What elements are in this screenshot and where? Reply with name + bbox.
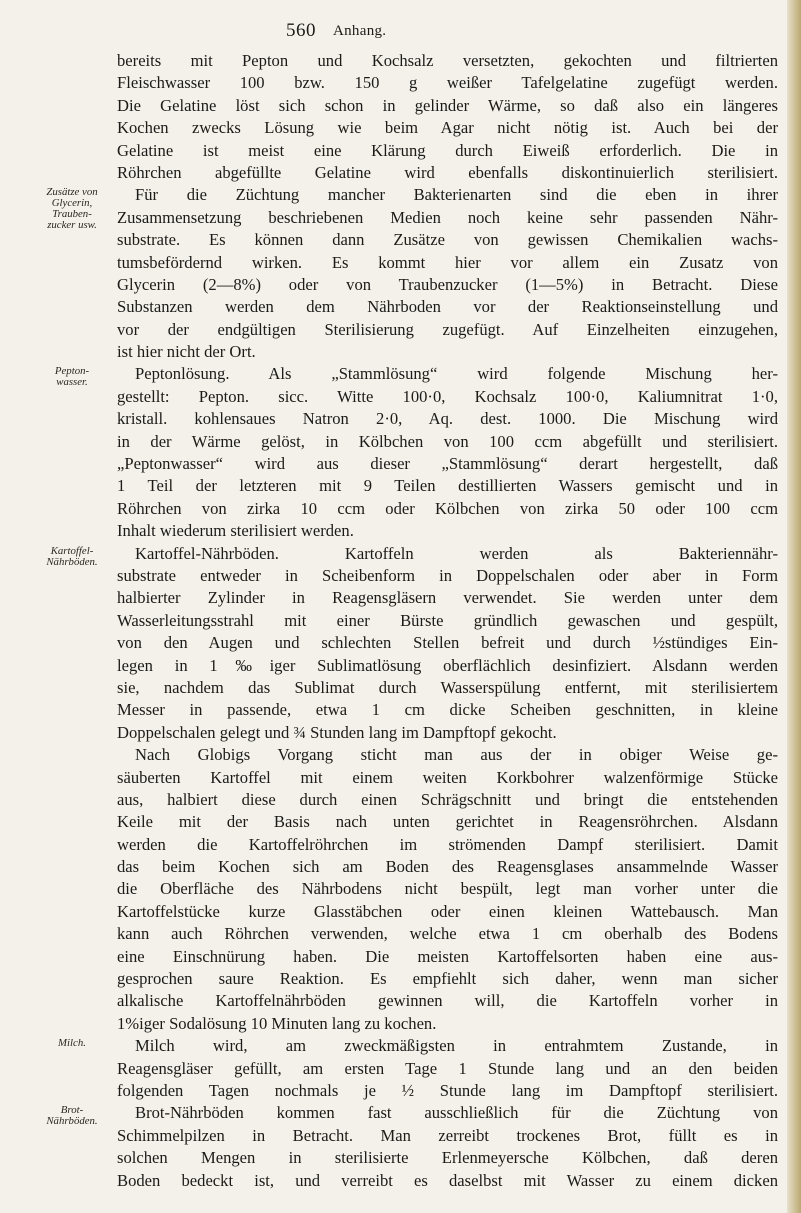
page-number: 560 <box>286 20 316 41</box>
text-line: von den Augen und schlechten Stellen befreit und durch ½stündiges Ein- <box>117 633 778 653</box>
text-line: säuberten Kartoffel mit einem weiten Korkbohrer walzenförmige Stücke <box>117 767 778 787</box>
text-line: Inhalt wiederum sterilisiert werden. <box>117 521 354 541</box>
text-line: tumsbefördernd wirken. Es kommt hier vor allem ein Zusatz von <box>117 252 778 272</box>
text-line: Die Gelatine löst sich schon in gelinder Wärme, so daß also ein längeres <box>117 95 778 115</box>
margin-note-milch: Milch. <box>58 1037 86 1050</box>
text-line: bereits mit Pepton und Kochsalz versetzten, gekochten und filtrierten <box>117 51 778 70</box>
text-line: Kartoffelstücke kurze Glasstäbchen oder einen kleinen Wattebausch. Man <box>117 901 778 921</box>
text-line: gestellt: Pepton. sicc. Witte 100·0, Kochsalz 100·0, Kaliumnitrat 1·0, <box>117 386 778 406</box>
text-line: aus, halbiert diese durch einen Schrägschnitt und bringt die entstehenden <box>117 789 778 809</box>
text-line: Röhrchen von zirka 10 ccm oder Kölbchen von zirka 50 oder 100 ccm <box>117 498 778 518</box>
text-line: Glycerin (2—8%) oder von Traubenzucker (1—5%) in Betracht. Diese <box>117 274 778 294</box>
text-line: sie, nachdem das Sublimat durch Wasserspülung entfernt, mit sterilisiertem <box>117 677 778 697</box>
text-line: ist hier nicht der Ort. <box>117 342 256 362</box>
section-heading-line: Kartoffel-Nährböden. Kartoffeln werden als Bakteriennähr- <box>135 543 778 563</box>
text-line: Kochen zwecks Lösung wie beim Agar nicht nötig ist. Auch bei der <box>117 118 778 138</box>
text-line: alkalische Kartoffelnährböden gewinnen will, die Kartoffeln vorher in <box>117 991 778 1011</box>
text-line: Reagensgläser gefüllt, am ersten Tage 1 Stunde lang und an den beiden <box>117 1058 778 1078</box>
text-line: Schimmelpilzen in Betracht. Man zerreibt trockenes Brot, füllt es in <box>117 1125 778 1145</box>
text-line: Zusammensetzung beschriebenen Medien noch keine sehr passenden Nähr- <box>117 207 778 227</box>
text-line: eine Einschnürung haben. Die meisten Kartoffelsorten haben eine aus- <box>117 946 778 966</box>
text-line: 1%iger Sodalösung 10 Minuten lang zu kochen. <box>117 1013 437 1033</box>
text-line: substrate. Es können dann Zusätze von gewissen Chemikalien wachs- <box>117 230 778 250</box>
section-heading-line: Peptonlösung. Als „Stammlösung“ wird folgende Mischung her- <box>135 364 778 384</box>
text-line: folgenden Tagen nochmals je ½ Stunde lang im Dampftopf sterilisiert. <box>117 1080 778 1100</box>
text-body <box>0 50 801 1192</box>
text-line: Gelatine ist meist eine Klärung durch Eiweiß erforderlich. Die in <box>117 140 778 160</box>
text-line: Keile mit der Basis nach unten gerichtet in Reagensröhrchen. Alsdann <box>117 812 778 832</box>
text-line: legen in 1‰iger Sublimatlösung oberflächlich desinfiziert. Alsdann werden <box>117 655 778 675</box>
text-line: das beim Kochen sich am Boden des Reagensglases ansammelnde Wasser <box>117 857 778 877</box>
text-line: Nach Globigs Vorgang sticht man aus der in obiger Weise ge- <box>135 745 778 765</box>
text-line: Messer in passende, etwa 1 cm dicke Scheiben geschnitten, in kleine <box>117 700 778 720</box>
text-line: in der Wärme gelöst, in Kölbchen von 100 ccm abgefüllt und sterilisiert. <box>117 431 778 451</box>
text-line: Fleischwasser 100 bzw. 150 g weißer Tafelgelatine zugefügt werden. <box>117 73 778 93</box>
text-line: substrate entweder in Scheibenform in Doppelschalen oder aber in Form <box>117 565 778 585</box>
text-line: gesprochen saure Reaktion. Es empfiehlt sich daher, wenn man sicher <box>117 969 778 989</box>
margin-note-peptonwasser: Pepton- wasser. <box>54 365 90 389</box>
text-line: Doppelschalen gelegt und ¾ Stunden lang im Dampftopf gekocht. <box>117 722 557 742</box>
section-heading-line: Brot-Nährböden kommen fast ausschließlich für die Züchtung von <box>135 1103 778 1123</box>
text-line: kristall. kohlensaues Natron 2·0, Aq. dest. 1000. Die Mischung wird <box>117 409 778 429</box>
text-line: Boden bedeckt ist, und verreibt es daselbst mit Wasser zu einem dicken <box>117 1170 778 1190</box>
text-line: solchen Mengen in sterilisierte Erlenmeyersche Kölbchen, daß deren <box>117 1148 778 1168</box>
text-line: Röhrchen abgefüllte Gelatine wird ebenfalls diskontinuierlich sterilisiert. <box>117 162 778 182</box>
text-line: werden die Kartoffelröhrchen im strömenden Dampf sterilisiert. Damit <box>117 834 778 854</box>
text-line: vor der endgültigen Sterilisierung zugefügt. Auf Einzelheiten einzugehen, <box>117 319 778 339</box>
text-line: kann auch Röhrchen verwenden, welche etwa 1 cm oberhalb des Bodens <box>117 924 778 944</box>
text-line: Für die Züchtung mancher Bakterienarten sind die eben in ihrer <box>135 185 778 205</box>
text-line: die Oberfläche des Nährbodens nicht bespült, legt man vorher unter die <box>117 879 778 899</box>
page-header <box>0 20 801 44</box>
margin-note-zusaetze: Zusätze von Glycerin, Trauben- zucker usw. <box>46 186 98 232</box>
margin-note-brot: Brot- Nährböden. <box>46 1104 98 1128</box>
text-line: Wasserleitungsstrahl mit einer Bürste gründlich gewaschen und gespült, <box>117 610 778 630</box>
text-line: „Peptonwasser“ wird aus dieser „Stammlösung“ derart hergestellt, daß <box>117 454 778 474</box>
text-line: Substanzen werden dem Nährboden vor der Reaktionseinstellung und <box>117 297 778 317</box>
text-line: halbierter Zylinder in Reagensgläsern verwendet. Sie werden unter dem <box>117 588 778 608</box>
margin-note-kartoffel: Kartoffel- Nährböden. <box>46 544 98 568</box>
section-heading-line: Milch wird, am zweckmäßigsten in entrahmtem Zustande, in <box>135 1036 778 1056</box>
text-line: 1 Teil der letzteren mit 9 Teilen destillierten Wassers gemischt und in <box>117 476 778 496</box>
running-title: Anhang. <box>333 23 387 39</box>
